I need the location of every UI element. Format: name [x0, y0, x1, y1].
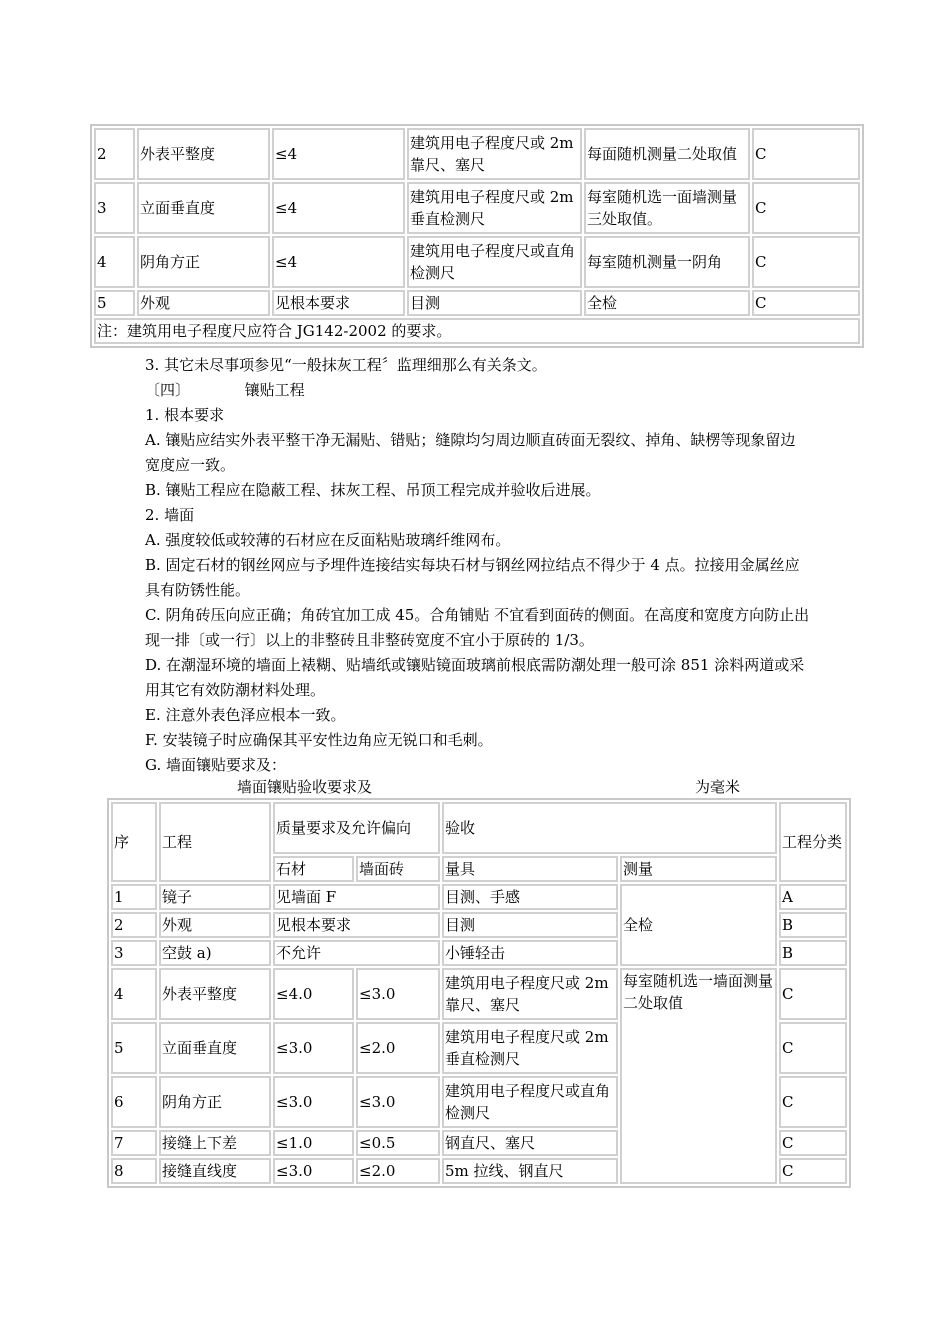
header-tile: 墙面砖 [356, 856, 440, 882]
inspection-tool: 目测 [442, 912, 618, 938]
subheading-basic-requirements: 1. 根本要求 [145, 406, 225, 424]
flatness-table [90, 124, 864, 348]
tile-tolerance: ≤2.0 [356, 1158, 440, 1184]
table-row [111, 968, 847, 1020]
inspection-tool: 建筑用电子程度尺或 2m 靠尺、塞尺 [407, 128, 582, 180]
item-class: C [779, 968, 847, 1020]
paragraph-wall-c: C. 阴角砖压向应正确；角砖宜加工成 45。合角铺贴 不宜看到面砖的侧面。在高度和宽度方向防止出现一排〔或一行〕以上的非整砖且非整砖宽度不宜小于原砖的 1/3。 [145, 606, 810, 649]
measure-random: 每室随机选一墙面测量二处取值 [620, 968, 777, 1184]
item-name: 立面垂直度 [137, 182, 270, 234]
tolerance: ≤4 [272, 128, 405, 180]
table-row [94, 128, 860, 180]
requirement: 见根本要求 [273, 912, 440, 938]
item-class: C [752, 236, 860, 288]
measure-full: 全检 [620, 884, 777, 966]
item-name: 空鼓 a) [159, 940, 271, 966]
row-number: 2 [111, 912, 157, 938]
inspection-tool: 建筑用电子程度尺或 2m 垂直检测尺 [442, 1022, 618, 1074]
item-name: 外表平整度 [137, 128, 270, 180]
item-name: 外观 [137, 290, 270, 316]
item-class: C [779, 1158, 847, 1184]
paragraph-b: B. 镶贴工程应在隐蔽工程、抹灰工程、吊顶工程完成并验收后进展。 [145, 481, 601, 499]
row-number: 8 [111, 1158, 157, 1184]
header-tool: 量具 [442, 856, 618, 882]
tolerance: 见根本要求 [272, 290, 405, 316]
row-number: 3 [111, 940, 157, 966]
item-class: C [779, 1076, 847, 1128]
section-title: 镶贴工程 [244, 381, 305, 399]
row-number: 6 [111, 1076, 157, 1128]
row-number: 1 [111, 884, 157, 910]
table-row [94, 236, 860, 288]
item-name: 外观 [159, 912, 271, 938]
stone-tolerance: ≤3.0 [273, 1076, 354, 1128]
paragraph-wall-d: D. 在潮湿环境的墙面上裱糊、贴墙纸或镶贴镜面玻璃前根底需防潮处理一般可涂 851 涂料两道或采用其它有效防潮材料处理。 [145, 656, 805, 699]
tolerance: ≤4 [272, 236, 405, 288]
inspection-tool: 建筑用电子程度尺或 2m 靠尺、塞尺 [442, 968, 618, 1020]
inspection-tool: 建筑用电子程度尺或直角检测尺 [442, 1076, 618, 1128]
item-name: 接缝直线度 [159, 1158, 271, 1184]
header-stone: 石材 [273, 856, 354, 882]
inspection-method: 每室随机测量一阴角 [584, 236, 750, 288]
item-class: C [752, 128, 860, 180]
inspection-tool: 建筑用电子程度尺或直角检测尺 [407, 236, 582, 288]
tile-tolerance: ≤0.5 [356, 1130, 440, 1156]
table-row [111, 884, 847, 910]
item-name: 镜子 [159, 884, 271, 910]
tiling-acceptance-table [107, 798, 851, 1188]
table-row [94, 182, 860, 234]
subheading-wall: 2. 墙面 [145, 506, 195, 524]
row-number: 2 [94, 128, 135, 180]
row-number: 7 [111, 1130, 157, 1156]
item-class: C [779, 1130, 847, 1156]
inspection-tool: 目测 [407, 290, 582, 316]
inspection-method: 全检 [584, 290, 750, 316]
item-name: 立面垂直度 [159, 1022, 271, 1074]
row-number: 5 [94, 290, 135, 316]
table-note: 注：建筑用电子程度尺应符合 JG142-2002 的要求。 [94, 318, 860, 344]
header-row [111, 802, 847, 854]
inspection-method: 每室随机选一面墙测量三处取值。 [584, 182, 750, 234]
paragraph-wall-e: E. 注意外表色泽应根本一致。 [145, 706, 346, 724]
header-quality: 质量要求及允许偏向 [273, 802, 440, 854]
table-note-row [94, 318, 860, 344]
tolerance: ≤4 [272, 182, 405, 234]
item-name: 阴角方正 [137, 236, 270, 288]
inspection-method: 每面随机测量二处取值 [584, 128, 750, 180]
header-number: 序 [111, 802, 157, 882]
item-class: C [752, 290, 860, 316]
item-class: C [779, 1022, 847, 1074]
requirement: 见墙面 F [273, 884, 440, 910]
table-row [94, 290, 860, 316]
paragraph-a: A. 镶贴应结实外表平整干净无漏贴、错贴；缝隙均匀周边顺直砖面无裂纹、掉角、缺楞等现象留边宽度应一致。 [145, 431, 796, 474]
table-unit-note: 为毫米 [695, 778, 741, 796]
paragraph-wall-g: G. 墙面镶贴要求及： [145, 756, 286, 774]
stone-tolerance: ≤1.0 [273, 1130, 354, 1156]
item-name: 外表平整度 [159, 968, 271, 1020]
item-class: A [779, 884, 847, 910]
row-number: 4 [111, 968, 157, 1020]
tile-tolerance: ≤3.0 [356, 968, 440, 1020]
header-item: 工程 [159, 802, 271, 882]
inspection-tool: 小锤轻击 [442, 940, 618, 966]
tile-tolerance: ≤3.0 [356, 1076, 440, 1128]
stone-tolerance: ≤4.0 [273, 968, 354, 1020]
paragraph-wall-a: A. 强度较低或较薄的石材应在反面粘贴玻璃纤维网布。 [145, 531, 511, 549]
row-number: 4 [94, 236, 135, 288]
stone-tolerance: ≤3.0 [273, 1022, 354, 1074]
inspection-tool: 钢直尺、塞尺 [442, 1130, 618, 1156]
paragraph-wall-f: F. 安装镜子时应确保其平安性边角应无锐口和毛刺。 [145, 731, 493, 749]
section-number: 〔四〕 [145, 381, 191, 399]
inspection-tool: 建筑用电子程度尺或 2m 垂直检测尺 [407, 182, 582, 234]
requirement: 不允许 [273, 940, 440, 966]
item-class: C [752, 182, 860, 234]
inspection-tool: 5m 拉线、钢直尺 [442, 1158, 618, 1184]
paragraph-wall-b: B. 固定石材的钢丝网应与予埋件连接结实每块石材与钢丝网拉结点不得少于 4 点。拉接用金属丝应具有防锈性能。 [145, 556, 800, 599]
row-number: 3 [94, 182, 135, 234]
header-acceptance: 验收 [442, 802, 777, 854]
header-class: 工程分类 [779, 802, 847, 882]
item-class: B [779, 940, 847, 966]
item-name: 阴角方正 [159, 1076, 271, 1128]
inspection-tool: 目测、手感 [442, 884, 618, 910]
tile-tolerance: ≤2.0 [356, 1022, 440, 1074]
stone-tolerance: ≤3.0 [273, 1158, 354, 1184]
table-caption: 墙面镶贴验收要求及 [237, 778, 373, 796]
section-heading-tiling [145, 378, 810, 403]
paragraph-other-matters: 3. 其它未尽事项参见“一般抹灰工程〞监理细那么有关条文。 [145, 356, 547, 374]
header-measure: 测量 [620, 856, 777, 882]
item-name: 接缝上下差 [159, 1130, 271, 1156]
item-class: B [779, 912, 847, 938]
row-number: 5 [111, 1022, 157, 1074]
